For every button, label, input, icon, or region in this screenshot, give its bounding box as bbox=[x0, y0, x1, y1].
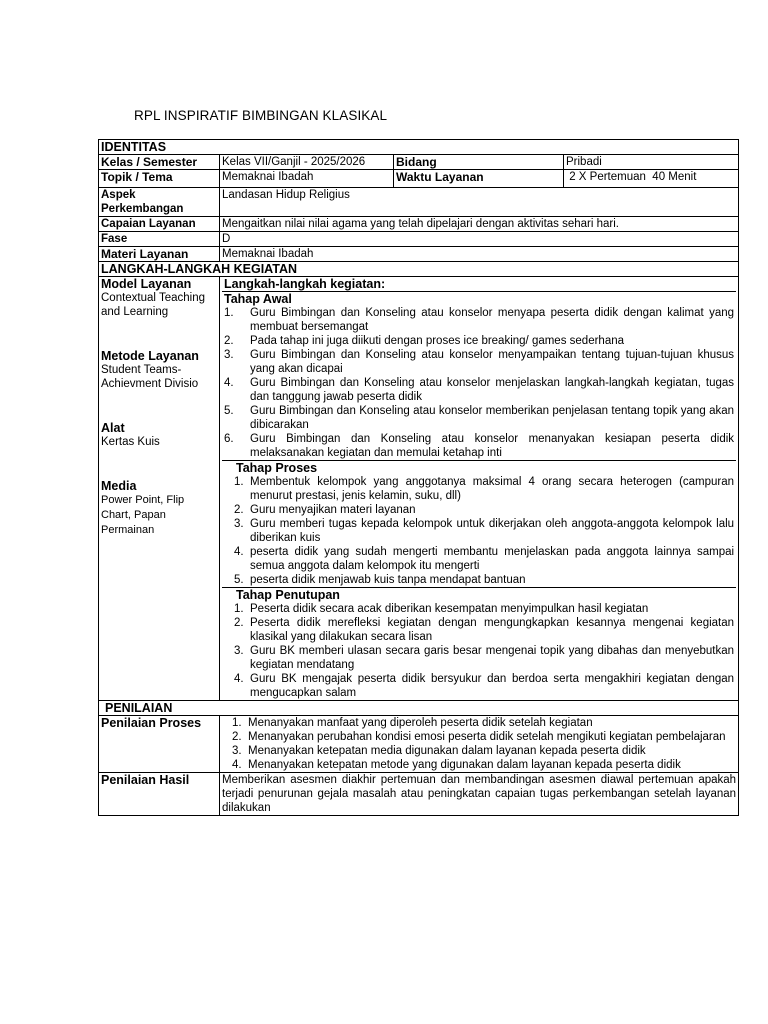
kelas-label: Kelas / Semester bbox=[99, 155, 220, 170]
kelas-value: Kelas VII/Ganjil - 2025/2026 bbox=[220, 155, 394, 170]
tahap-awal-box bbox=[222, 292, 736, 461]
fase-value: D bbox=[220, 232, 739, 247]
penilaian-hasil-row bbox=[99, 773, 739, 816]
list-item: 2. Menanyakan perubahan kondisi emosi peserta didik setelah mengikuti kegiatan pembelajaran bbox=[232, 731, 726, 743]
identitas-header: IDENTITAS bbox=[99, 140, 739, 155]
topik-value: Memaknai Ibadah bbox=[220, 170, 394, 188]
waktu-value: 2 X Pertemuan 40 Menit bbox=[564, 170, 739, 188]
aspek-row bbox=[99, 188, 739, 217]
tahap-proses-list bbox=[224, 475, 734, 587]
list-item: 4. Guru Bimbingan dan Konseling atau konselor menjelaskan langkah-langkah kegiatan, tugas dan tanggung jawab peserta didik bbox=[224, 377, 735, 403]
list-item: 1. Menanyakan manfaat yang diperoleh peserta didik setelah kegiatan bbox=[232, 717, 593, 729]
rpl-table bbox=[98, 139, 739, 816]
steps-title-box bbox=[222, 277, 736, 292]
tahap-proses-box bbox=[222, 461, 736, 588]
list-item: 2. Guru menyajikan materi layanan bbox=[234, 504, 416, 516]
tahap-awal-title: Tahap Awal bbox=[224, 292, 292, 306]
list-item: 6. Guru Bimbingan dan Konseling atau konselor menanyakan kesiapan peserta didik melaksanakan kegiatan dan memulai ketahap inti bbox=[224, 433, 735, 459]
media-value: Power Point, Flip Chart, Papan Permainan bbox=[101, 494, 185, 536]
topik-label: Topik / Tema bbox=[99, 170, 220, 188]
list-item: 3. Guru Bimbingan dan Konseling atau konselor menyampaikan tentang tujuan-tujuan khusus yang akan dicapai bbox=[224, 349, 735, 375]
capaian-row bbox=[99, 217, 739, 232]
langkah-header-row bbox=[99, 262, 739, 277]
penilaian-proses-value bbox=[220, 716, 739, 773]
fase-row bbox=[99, 232, 739, 247]
metode-value: Student Teams-Achievment Divisio bbox=[101, 364, 199, 390]
list-item: 2. Pada tahap ini juga diikuti dengan proses ice breaking/ games sederhana bbox=[224, 335, 625, 347]
penilaian-header: PENILAIAN bbox=[99, 701, 739, 716]
fase-label: Fase bbox=[99, 232, 220, 247]
tahap-penutupan-box bbox=[222, 588, 736, 700]
langkah-header: LANGKAH-LANGKAH KEGIATAN bbox=[99, 262, 739, 277]
identitas-header-row bbox=[99, 140, 739, 155]
waktu-label: Waktu Layanan bbox=[394, 170, 564, 188]
aspek-label: Aspek Perkembangan bbox=[99, 188, 220, 217]
tahap-awal-list bbox=[224, 306, 734, 460]
langkah-left-column bbox=[99, 277, 220, 701]
aspek-value: Landasan Hidup Religius bbox=[220, 188, 739, 217]
topik-row bbox=[99, 170, 739, 188]
penilaian-hasil-value: Memberikan asesmen diakhir pertemuan dan membandingan asesmen diawal pertemuan apakah terjadi penurunan gejala masalah atau peningkatan capaian tugas perkembangan setelah layanan dilakukan bbox=[220, 773, 739, 816]
tahap-proses-title: Tahap Proses bbox=[236, 461, 318, 475]
list-item: 1. Guru Bimbingan dan Konseling atau konselor menyapa peserta didik dengan kalimat yang membuat bersemangat bbox=[224, 307, 735, 333]
steps-title: Langkah-langkah kegiatan: bbox=[224, 277, 386, 291]
list-item: 3. Menanyakan ketepatan media digunakan dalam layanan kepada peserta didik bbox=[232, 745, 646, 757]
penilaian-proses-label: Penilaian Proses bbox=[99, 716, 220, 773]
materi-label: Materi Layanan bbox=[99, 247, 220, 262]
langkah-body-row bbox=[99, 277, 739, 701]
metode-label: Metode Layanan bbox=[101, 349, 199, 363]
list-item: 1. Peserta didik secara acak diberikan kesempatan menyimpulkan hasil kegiatan bbox=[234, 603, 649, 615]
penilaian-hasil-label: Penilaian Hasil bbox=[99, 773, 220, 816]
list-item: 4. Guru BK mengajak peserta didik bersyukur dan berdoa serta mengakhiri kegiatan dengan mengucapkan salam bbox=[234, 673, 735, 699]
capaian-label: Capaian Layanan bbox=[99, 217, 220, 232]
list-item: 5. peserta didik menjawab kuis tanpa mendapat bantuan bbox=[234, 574, 526, 586]
penilaian-header-row bbox=[99, 701, 739, 716]
list-item: 4. Menanyakan ketepatan metode yang digunakan dalam layanan kepada peserta didik bbox=[232, 759, 681, 771]
penilaian-proses-list bbox=[222, 716, 736, 772]
capaian-value: Mengaitkan nilai nilai agama yang telah dipelajari dengan aktivitas sehari hari. bbox=[220, 217, 739, 232]
media-label: Media bbox=[101, 479, 137, 493]
alat-value: Kertas Kuis bbox=[101, 436, 160, 448]
tahap-penutupan-title: Tahap Penutupan bbox=[236, 588, 340, 602]
list-item: 3. Guru BK memberi ulasan secara garis besar mengenai topik yang dibahas dan menyebutkan kegiatan mendatang bbox=[234, 645, 735, 671]
penilaian-proses-row bbox=[99, 716, 739, 773]
tahap-penutupan-list bbox=[224, 602, 734, 700]
bidang-value: Pribadi bbox=[564, 155, 739, 170]
list-item: 3. Guru memberi tugas kepada kelompok untuk dikerjakan oleh anggota-anggota kelompok lalu diberikan kuis bbox=[234, 518, 735, 544]
list-item: 1. Membentuk kelompok yang anggotanya maksimal 4 orang secara heterogen (campuran menurut prestasi, jenis kelamin, suku, dll) bbox=[234, 476, 735, 502]
materi-row bbox=[99, 247, 739, 262]
list-item: 2. Peserta didik merefleksi kegiatan dengan mengungkapkan kesannya mengenai kegiatan klasikal yang dilakukan secara lisan bbox=[234, 617, 735, 643]
materi-value: Memaknai Ibadah bbox=[220, 247, 739, 262]
langkah-right-column bbox=[220, 277, 739, 701]
model-value: Contextual Teaching and Learning bbox=[101, 292, 205, 318]
alat-label: Alat bbox=[101, 421, 125, 435]
list-item: 5. Guru Bimbingan dan Konseling atau konselor memberikan penjelasan tentang topik yang akan dibicarakan bbox=[224, 405, 735, 431]
bidang-label: Bidang bbox=[394, 155, 564, 170]
model-label: Model Layanan bbox=[101, 277, 192, 291]
list-item: 4. peserta didik yang sudah mengerti membantu menjelaskan pada anggota lainnya sampai semua anggota dalam kelompok itu mengerti bbox=[234, 546, 735, 572]
document-title: RPL INSPIRATIF BIMBINGAN KLASIKAL bbox=[134, 108, 388, 123]
kelas-row bbox=[99, 155, 739, 170]
